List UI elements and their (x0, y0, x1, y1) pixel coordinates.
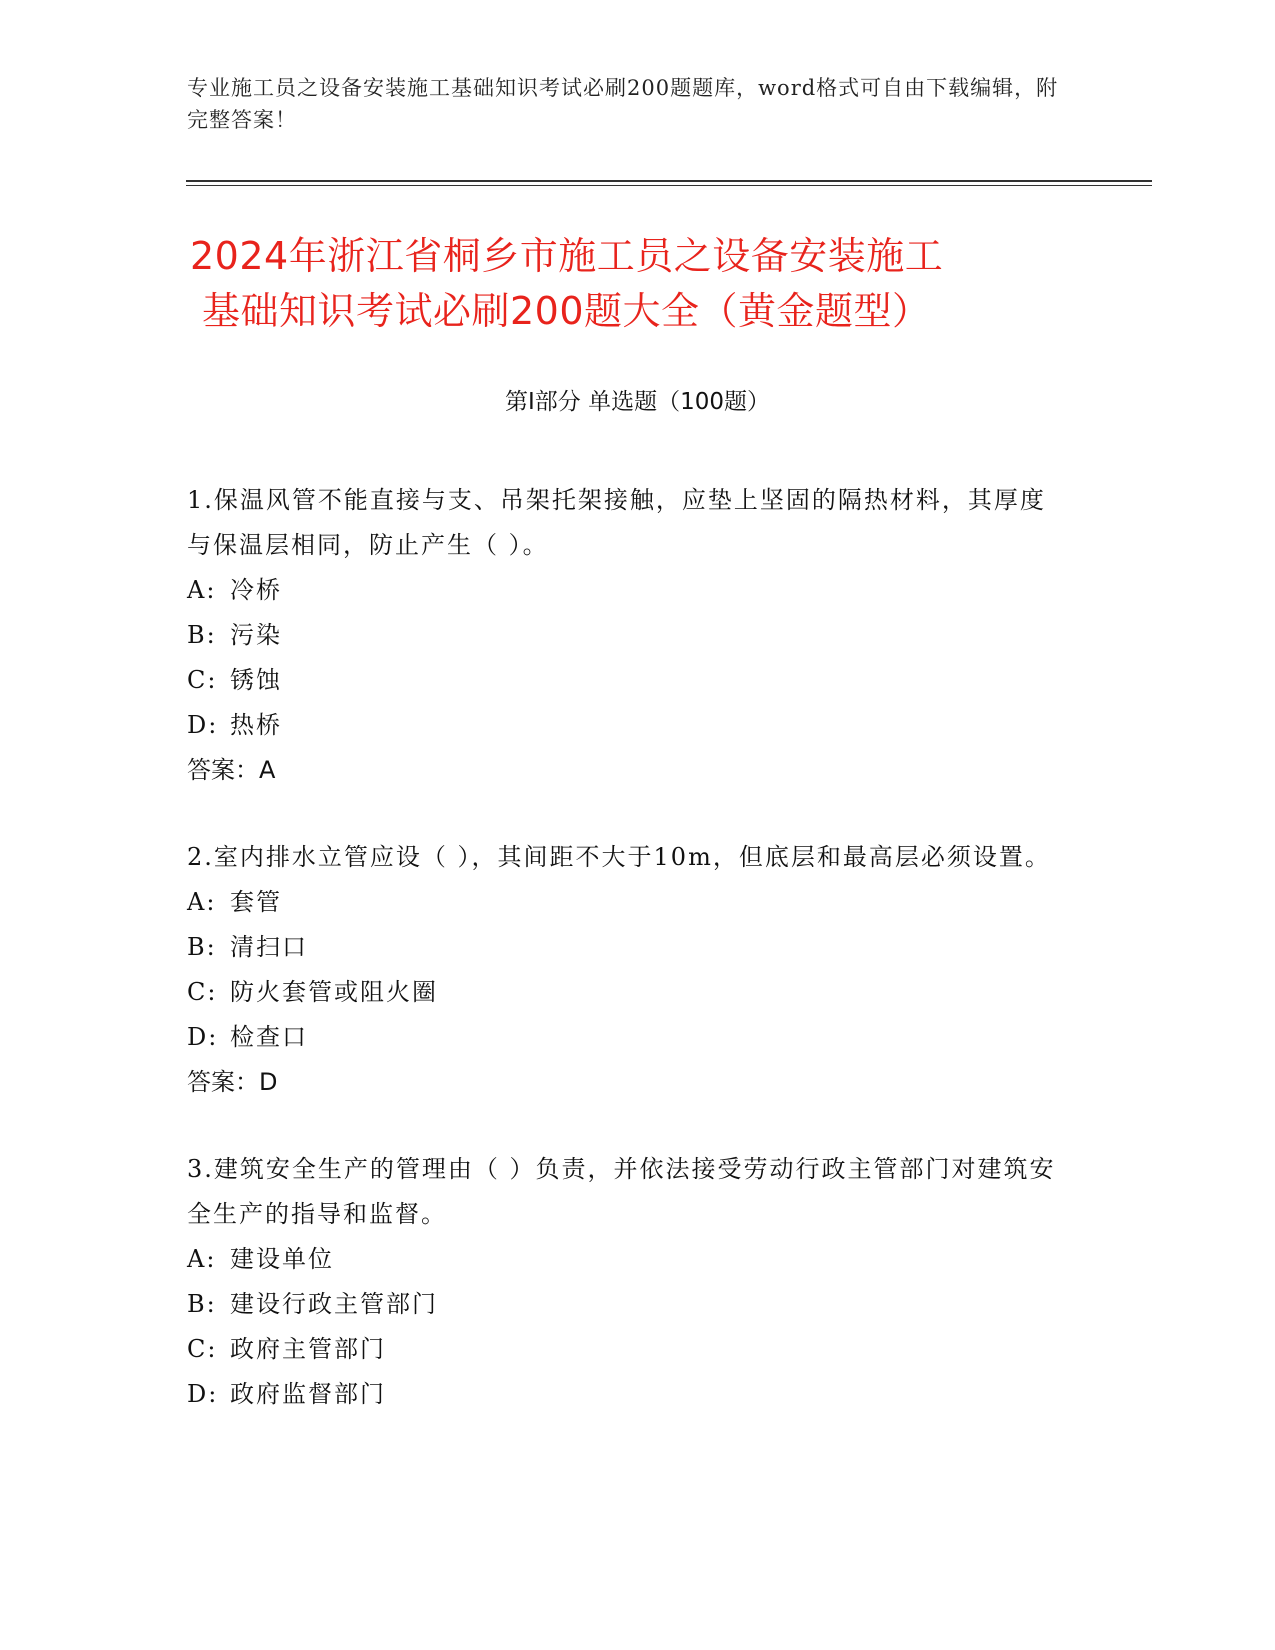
option-key: D: (187, 1380, 219, 1408)
option-text: 热桥 (230, 711, 282, 739)
option-text: 政府监督部门 (230, 1380, 386, 1408)
question-1 (187, 478, 1067, 793)
document-title-line-1: 2024年浙江省桐乡市施工员之设备安装施工 (190, 234, 944, 278)
option-d (187, 1015, 1067, 1060)
option-key: A: (187, 1245, 217, 1273)
answer-line: 答案：D (187, 1068, 278, 1096)
option-key: B: (187, 621, 217, 649)
document-title-line-2: 基础知识考试必刷200题大全（黄金题型） (202, 289, 931, 333)
option-key: B: (187, 933, 217, 961)
option-key: C: (187, 666, 218, 694)
option-b (187, 925, 1067, 970)
option-key: C: (187, 1335, 218, 1363)
option-text: 套管 (230, 888, 282, 916)
option-c (187, 658, 1067, 703)
section-heading: 第Ⅰ部分 单选题（100题） (505, 389, 770, 415)
option-text: 污染 (230, 621, 282, 649)
option-text: 冷桥 (230, 576, 282, 604)
header-divider (186, 180, 1152, 186)
option-b (187, 613, 1067, 658)
option-d (187, 703, 1067, 748)
question-stem: 2.室内排水立管应设（ ），其间距不大于10m，但底层和最高层必须设置。 (187, 843, 1051, 871)
option-c (187, 1327, 1067, 1372)
option-a (187, 880, 1067, 925)
question-stem: 1.保温风管不能直接与支、吊架托架接触，应垫上坚固的隔热材料，其厚度与保温层相同，防止产生（ ）。 (187, 486, 1046, 559)
option-c (187, 970, 1067, 1015)
option-a (187, 568, 1067, 613)
option-text: 政府主管部门 (230, 1335, 386, 1363)
option-key: D: (187, 711, 219, 739)
option-key: A: (187, 576, 217, 604)
header-note: 专业施工员之设备安装施工基础知识考试必刷200题题库，word格式可自由下载编辑，附完整答案！ (187, 76, 1059, 132)
question-2 (187, 835, 1067, 1105)
option-key: A: (187, 888, 217, 916)
option-d (187, 1372, 1067, 1417)
option-text: 建设单位 (230, 1245, 334, 1273)
option-key: D: (187, 1023, 219, 1051)
option-text: 清扫口 (230, 933, 308, 961)
option-key: B: (187, 1290, 217, 1318)
document-title (190, 229, 1090, 339)
option-text: 锈蚀 (230, 666, 282, 694)
option-text: 建设行政主管部门 (230, 1290, 438, 1318)
option-text: 检查口 (230, 1023, 308, 1051)
question-stem: 3.建筑安全生产的管理由（ ）负责，并依法接受劳动行政主管部门对建筑安全生产的指导和监督。 (187, 1155, 1056, 1228)
question-3 (187, 1147, 1067, 1417)
question-list (187, 478, 1067, 1459)
option-b (187, 1282, 1067, 1327)
option-a (187, 1237, 1067, 1282)
option-key: C: (187, 978, 218, 1006)
answer-line: 答案：A (187, 756, 276, 784)
option-text: 防火套管或阻火圈 (230, 978, 438, 1006)
